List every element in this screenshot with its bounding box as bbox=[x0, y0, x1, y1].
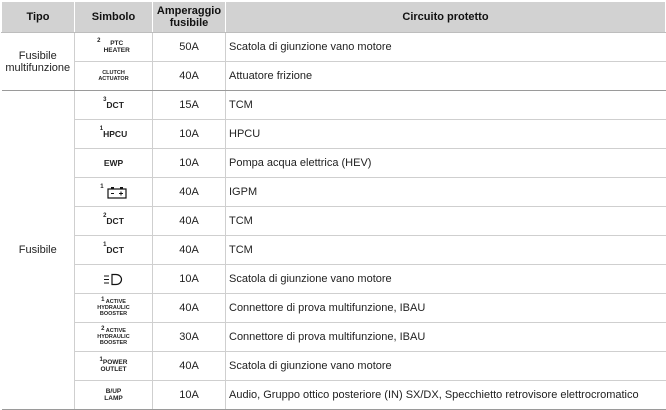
fuse-symbol: CLUTCH ACTUATOR bbox=[75, 62, 153, 91]
protected-circuit: IGPM bbox=[226, 178, 666, 207]
table-row bbox=[2, 294, 666, 323]
table-row bbox=[2, 91, 666, 120]
protected-circuit: Scatola di giunzione vano motore bbox=[226, 352, 666, 381]
protected-circuit: Pompa acqua elettrica (HEV) bbox=[226, 149, 666, 178]
table-row bbox=[2, 178, 666, 207]
table-row bbox=[2, 323, 666, 352]
fuse-amperage: 40A bbox=[153, 207, 226, 236]
header-simbolo: Simbolo bbox=[75, 2, 153, 33]
group-multifunzione: Fusibile multifunzione bbox=[2, 33, 75, 91]
group-fusibile: Fusibile bbox=[2, 91, 75, 410]
header-circuito: Circuito protetto bbox=[226, 2, 666, 33]
table-row bbox=[2, 381, 666, 410]
table-row bbox=[2, 62, 666, 91]
fuse-amperage: 40A bbox=[153, 178, 226, 207]
fuse-symbol: $^1$DCT bbox=[75, 236, 153, 265]
fuse-symbol: $^3$DCT bbox=[75, 91, 153, 120]
battery-icon bbox=[107, 186, 127, 198]
protected-circuit: Scatola di giunzione vano motore bbox=[226, 33, 666, 62]
fuse-symbol: EWP bbox=[75, 149, 153, 178]
fuse-amperage: 10A bbox=[153, 120, 226, 149]
header-tipo: Tipo bbox=[2, 2, 75, 33]
fuse-amperage: 40A bbox=[153, 352, 226, 381]
fuse-symbol: $^1$POWER OUTLET bbox=[75, 352, 153, 381]
table-row bbox=[2, 265, 666, 294]
fuse-amperage: 40A bbox=[153, 62, 226, 91]
fuse-symbol: $^2$ ACTIVE HYDRAULIC BOOSTER bbox=[75, 323, 153, 352]
fuse-symbol: $^2$ PTC HEATER bbox=[75, 33, 153, 62]
fuse-amperage: 10A bbox=[153, 149, 226, 178]
fuse-symbol bbox=[75, 265, 153, 294]
fuse-symbol: $^1$ ACTIVE HYDRAULIC BOOSTER bbox=[75, 294, 153, 323]
fuse-amperage: 10A bbox=[153, 381, 226, 410]
protected-circuit: HPCU bbox=[226, 120, 666, 149]
table-row bbox=[2, 207, 666, 236]
table-row bbox=[2, 236, 666, 265]
protected-circuit: Connettore di prova multifunzione, IBAU bbox=[226, 323, 666, 352]
table-row bbox=[2, 120, 666, 149]
table-row bbox=[2, 352, 666, 381]
protected-circuit: TCM bbox=[226, 207, 666, 236]
protected-circuit: Connettore di prova multifunzione, IBAU bbox=[226, 294, 666, 323]
header-amperaggio: Amperaggio fusibile bbox=[153, 2, 226, 33]
fuse-amperage: 40A bbox=[153, 294, 226, 323]
table-row bbox=[2, 149, 666, 178]
fuse-amperage: 40A bbox=[153, 236, 226, 265]
fuse-amperage: 50A bbox=[153, 33, 226, 62]
protected-circuit: TCM bbox=[226, 91, 666, 120]
protected-circuit: Scatola di giunzione vano motore bbox=[226, 265, 666, 294]
fuse-amperage: 15A bbox=[153, 91, 226, 120]
fuse-table bbox=[1, 1, 666, 410]
fuse-symbol: $^1$HPCU bbox=[75, 120, 153, 149]
headlamp-icon bbox=[103, 273, 125, 285]
fuse-amperage: 30A bbox=[153, 323, 226, 352]
table-header-row bbox=[2, 2, 666, 33]
protected-circuit: TCM bbox=[226, 236, 666, 265]
table-row bbox=[2, 33, 666, 62]
fuse-amperage: 10A bbox=[153, 265, 226, 294]
protected-circuit: Audio, Gruppo ottico posteriore (IN) SX/DX, Specchietto retrovisore elettrocromatico bbox=[226, 381, 666, 410]
protected-circuit: Attuatore frizione bbox=[226, 62, 666, 91]
fuse-symbol: 1 bbox=[75, 178, 153, 207]
fuse-symbol: $^2$DCT bbox=[75, 207, 153, 236]
fuse-symbol: B/UP LAMP bbox=[75, 381, 153, 410]
